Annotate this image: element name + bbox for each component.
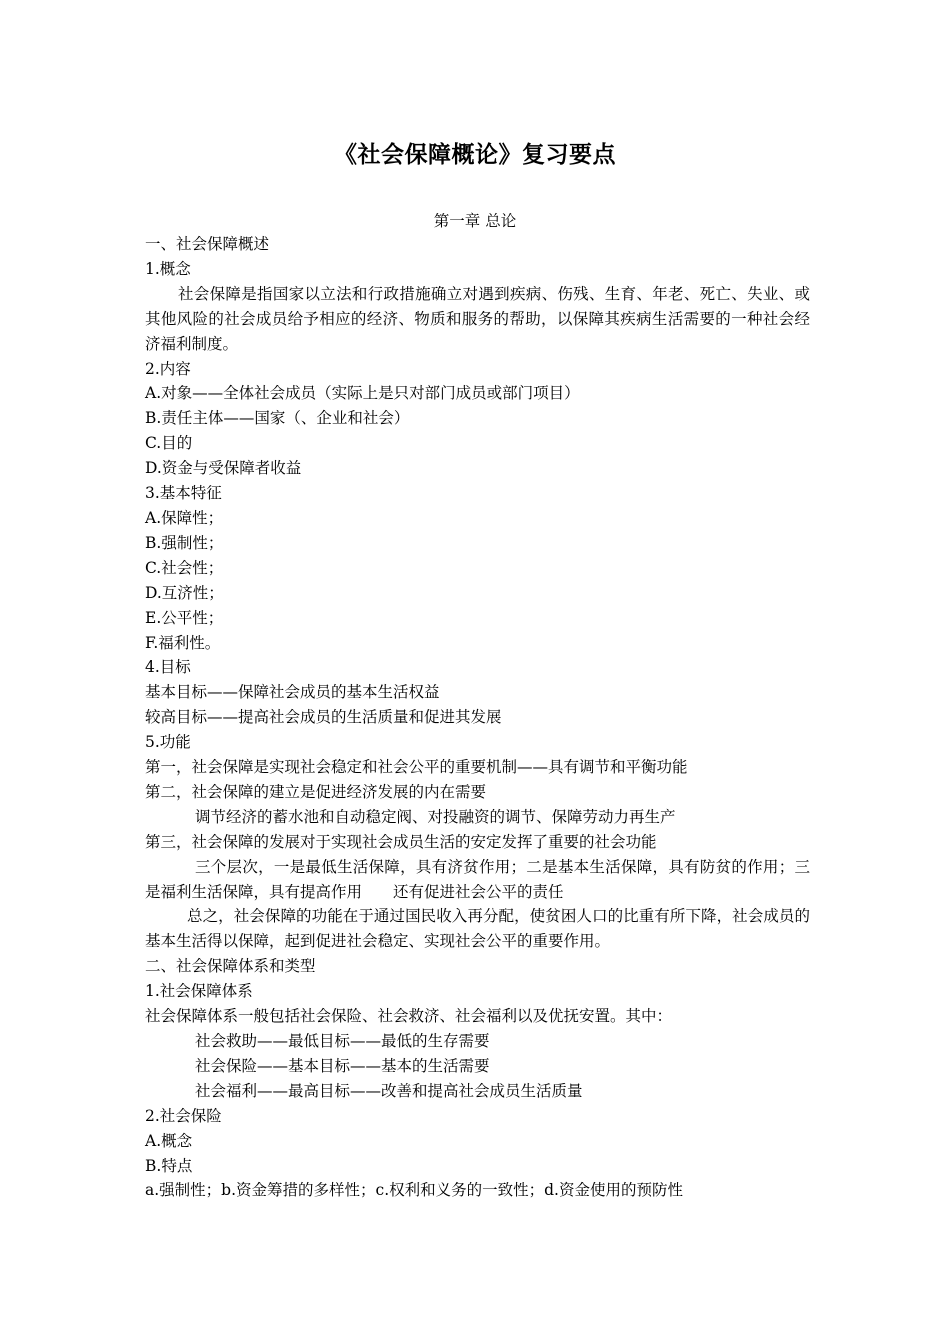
text-line: 第二，社会保障的建立是促进经济发展的内在需要	[145, 782, 487, 801]
subsection-heading: 2.社会保险	[145, 1106, 222, 1125]
list-item: F.福利性。	[145, 633, 221, 652]
list-item: A.对象——全体社会成员（实际上是只对部门成员或部门项目）	[145, 384, 580, 403]
list-item: C.社会性；	[145, 558, 224, 577]
indented-line: 社会救助——最低目标——最低的生存需要	[195, 1032, 490, 1050]
document-body	[145, 232, 810, 1203]
subsection-heading: 2.内容	[145, 359, 191, 378]
text-line: 较高目标——提高社会成员的生活质量和促进其发展	[145, 708, 502, 727]
list-item: E.公平性；	[145, 608, 224, 627]
section-heading: 二、社会保障体系和类型	[145, 957, 316, 976]
paragraph: 总之，社会保障的功能在于通过国民收入再分配，使贫困人口的比重有所下降，社会成员的基本生活得以保障，起到促进社会稳定、实现社会公平的重要作用。	[145, 907, 810, 951]
text-line: 第三，社会保障的发展对于实现社会成员生活的安定发挥了重要的社会功能	[145, 832, 657, 851]
list-item: B.责任主体——国家（、企业和社会）	[145, 409, 410, 428]
paragraph: 三个层次，一是最低生活保障，具有济贫作用；二是基本生活保障，具有防贫的作用；三是福利生活保障，具有提高作用 还有促进社会公平的责任	[145, 857, 810, 901]
text-line: 社会保障体系一般包括社会保险、社会救济、社会福利以及优抚安置。其中：	[145, 1007, 673, 1026]
indented-line: 社会福利——最高目标——改善和提高社会成员生活质量	[195, 1081, 583, 1100]
paragraph: 社会保障是指国家以立法和行政措施确立对遇到疾病、伤残、生育、年老、死亡、失业、或其他风险的社会成员给予相应的经济、物质和服务的帮助，以保障其疾病生活需要的一种社会经济福利制度。	[145, 284, 810, 353]
list-item: A.保障性；	[145, 508, 224, 527]
subsection-heading: 1.社会保障体系	[145, 982, 253, 1001]
list-item: D.资金与受保障者收益	[145, 459, 302, 478]
list-item: C.目的	[145, 434, 193, 453]
list-item: D.互济性；	[145, 583, 224, 602]
text-line: 第一，社会保障是实现社会稳定和社会公平的重要机制——具有调节和平衡功能	[145, 758, 688, 777]
indented-line: 调节经济的蓄水池和自动稳定阀、对投融资的调节、保障劳动力再生产	[195, 807, 676, 826]
chapter-heading: 第一章 总论	[433, 212, 517, 230]
text-line: 基本目标——保障社会成员的基本生活权益	[145, 683, 440, 702]
document-title: 《社会保障概论》复习要点	[334, 142, 616, 168]
list-item: A.概念	[145, 1131, 193, 1150]
text-line: a.强制性；b.资金筹措的多样性；c.权利和义务的一致性；d.资金使用的预防性	[145, 1181, 683, 1200]
subsection-heading: 5.功能	[145, 733, 191, 752]
subsection-heading: 1.概念	[145, 259, 191, 278]
section-heading: 一、社会保障概述	[145, 235, 270, 253]
list-item: B.强制性；	[145, 533, 224, 552]
indented-line: 社会保险——基本目标——基本的生活需要	[195, 1056, 490, 1075]
subsection-heading: 4.目标	[145, 658, 191, 677]
list-item: B.特点	[145, 1156, 193, 1175]
subsection-heading: 3.基本特征	[145, 484, 222, 503]
